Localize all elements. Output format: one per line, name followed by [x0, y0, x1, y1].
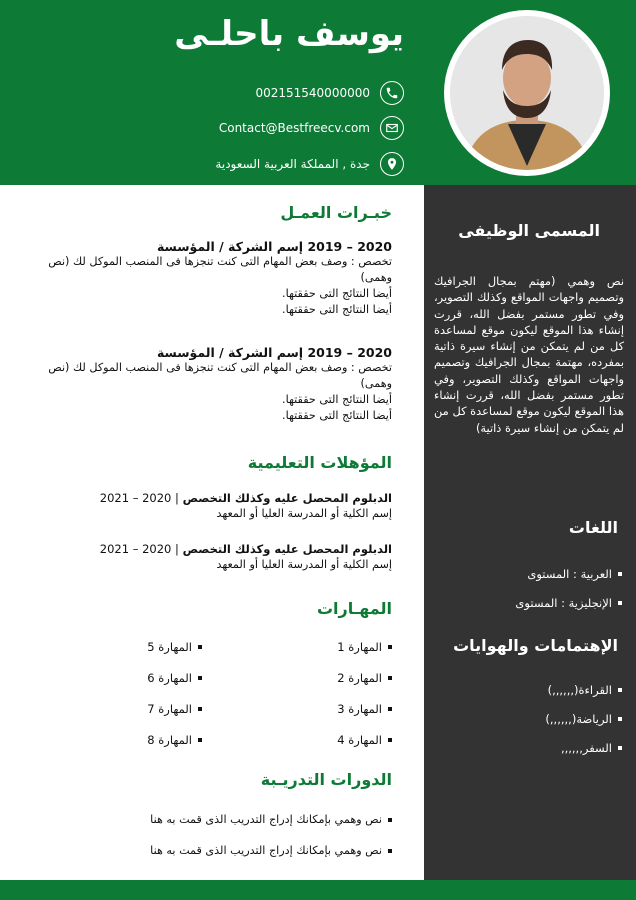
bullet-icon [618, 688, 622, 692]
course-item [150, 844, 392, 857]
location-pin-icon [380, 152, 404, 176]
footer-bar [0, 880, 636, 900]
bullet-icon [618, 746, 622, 750]
bullet-icon [618, 572, 622, 576]
degree-title: الدبلوم المحصل عليه وكذلك التخصص [182, 491, 392, 505]
language-label: الإنجليزية : المستوى [515, 595, 612, 610]
job-result: أيضا النتائج التى حققتها. [282, 287, 392, 300]
interests-heading: الإهتمامات والهوايات [453, 636, 618, 655]
interest-label: السفر,,,,,, [560, 740, 612, 755]
interest-item [545, 704, 622, 733]
course-label: نص وهمي بإمكانك إدراج التدريب الذى قمت به هنا [150, 844, 382, 857]
interest-item [545, 675, 622, 704]
skill-label: المهارة 5 [147, 640, 192, 654]
course-item [150, 813, 392, 826]
contact-location [215, 152, 404, 176]
skill-label: المهارة 4 [337, 733, 382, 747]
email-address[interactable]: Contact@Bestfreecv.com [218, 121, 370, 135]
skill-item [337, 671, 392, 685]
skill-label: المهارة 1 [337, 640, 382, 654]
skill-item [337, 702, 392, 716]
bullet-icon [198, 645, 202, 649]
course-label: نص وهمي بإمكانك إدراج التدريب الذى قمت به هنا [150, 813, 382, 826]
skill-item [147, 702, 202, 716]
degree-title: الدبلوم المحصل عليه وكذلك التخصص [182, 542, 392, 556]
education-heading-line [38, 491, 392, 505]
contact-email [219, 116, 404, 140]
phone-number: 002151540000000 [255, 86, 370, 100]
job-description: تخصص : وصف بعض المهام التى كنت تنجزها فى المنصب الموكل لك (نص وهمى) [48, 361, 392, 390]
job-heading: 2020 – 2019 إسم الشركة / المؤسسة [156, 345, 392, 360]
phone-icon [380, 81, 404, 105]
skill-label: المهارة 6 [147, 671, 192, 685]
job-title-heading: المسمى الوظيفى [458, 221, 600, 240]
skill-label: المهارة 7 [147, 702, 192, 716]
bullet-icon [388, 738, 392, 742]
bullet-icon [388, 707, 392, 711]
language-item [515, 559, 622, 588]
skill-label: المهارة 3 [337, 702, 382, 716]
skill-label: المهارة 2 [337, 671, 382, 685]
sidebar [424, 185, 636, 880]
education-entry [38, 491, 392, 522]
bullet-icon [388, 849, 392, 853]
separator: | [175, 491, 179, 505]
education-heading-line [38, 542, 392, 556]
skills-heading: المهـارات [316, 599, 392, 618]
job-result: أيضا النتائج التى حققتها. [282, 409, 392, 422]
interest-label: القراءة(,,,,,,) [547, 682, 612, 697]
skill-item [147, 640, 202, 654]
courses-heading: الدورات التدريـبة [260, 770, 392, 789]
education-heading: المؤهلات التعليمية [247, 453, 392, 472]
education-years: 2020 – 2021 [99, 542, 172, 556]
skill-item [147, 671, 202, 685]
job-result: أيضا النتائج التى حققتها. [282, 393, 392, 406]
school-name: إسم الكلية أو المدرسة العليا أو المعهد [216, 507, 392, 520]
skill-item [337, 640, 392, 654]
location-text: جدة , المملكة العربية السعودية [215, 157, 370, 171]
languages-heading: اللغات [568, 518, 618, 537]
separator: | [175, 542, 179, 556]
profile-summary: نص وهمي (مهتم بمجال الجرافيك وتصميم واجهات المواقع وكذلك التصوير، وفي تطور مستمر بفضل الله، قررت إنشاء هذا الموقع ليكون موقع لمساعدة كل من لم يتمكن من إنشاء سيرة ذاتية بمفرده، مهتمة بمجال الجرافيك وتصميم واجهات المواقع وكذلك التصوير، وفي تطور مستمر بفضل الله، قررت إنشاء هذا الموقع ليكون موقع لمساعدة كل من لم يتمكن من إنشاء سيرة ذاتية) [434, 274, 624, 435]
education-years: 2020 – 2021 [99, 491, 172, 505]
bullet-icon [198, 738, 202, 742]
skill-label: المهارة 8 [147, 733, 192, 747]
job-result: أيضا النتائج التى حققتها. [282, 303, 392, 316]
bullet-icon [618, 717, 622, 721]
interests-list [545, 675, 622, 762]
header-banner [0, 0, 636, 185]
skill-item [337, 733, 392, 747]
job-entry [38, 345, 392, 424]
job-heading: 2020 – 2019 إسم الشركة / المؤسسة [156, 239, 392, 254]
job-description: تخصص : وصف بعض المهام التى كنت تنجزها فى المنصب الموكل لك (نص وهمى) [48, 255, 392, 284]
interest-label: الرياضة(,,,,,,) [545, 711, 612, 726]
bullet-icon [198, 707, 202, 711]
language-item [515, 588, 622, 617]
language-label: العربية : المستوى [527, 566, 612, 581]
envelope-icon [380, 116, 404, 140]
person-portrait-icon [450, 16, 604, 170]
education-entry [38, 542, 392, 573]
school-name: إسم الكلية أو المدرسة العليا أو المعهد [216, 558, 392, 571]
job-entry [38, 239, 392, 318]
bullet-icon [388, 676, 392, 680]
bullet-icon [388, 645, 392, 649]
skill-item [147, 733, 202, 747]
bullet-icon [198, 676, 202, 680]
contact-phone [255, 81, 404, 105]
experience-heading: خبـرات العمـل [280, 203, 392, 222]
languages-list [515, 559, 622, 617]
bullet-icon [388, 818, 392, 822]
interest-item [545, 733, 622, 762]
main-column [0, 185, 424, 880]
bullet-icon [618, 601, 622, 605]
full-name: يوسف باحلـى [174, 14, 404, 54]
profile-photo [450, 16, 604, 170]
